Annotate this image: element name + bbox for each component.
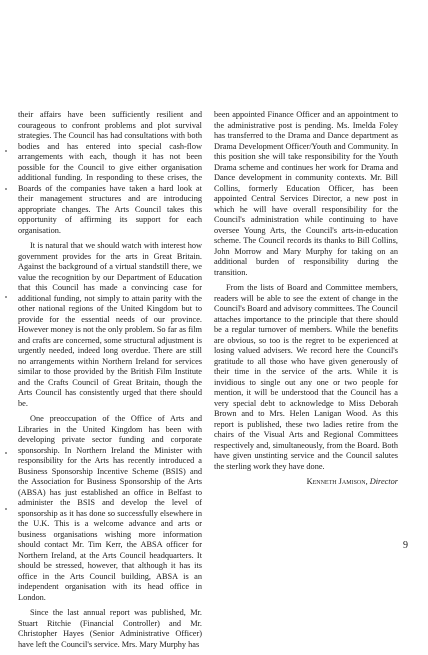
paragraph: their affairs have been sufficiently resilient and courageous to confront problems and plot survival strategies. The Council has had consultations with both bodies and has entered into special cash-flow arrangements with each, though it has not been possible for the Council to give either organisation additional funding. In responding to these crises, the Boards of the companies have taken a hard look at their management structures and are introducing appropriate changes. The Arts Council takes this opportunity of affirming its support for each organisation. [18, 110, 202, 235]
page-number: 9 [403, 540, 408, 551]
paragraph: been appointed Finance Officer and an appointment to the administrative post is pending. Ms. Imelda Foley has transferred to the Drama and Dance department as Drama Development Officer/Youth and Community. In this position she will take responsibility for the Youth Drama scheme and continues her work for Drama and Dance development in community contexts. Mr. Bill Collins, formerly Education Officer, has been appointed Central Services Director, a new post in which he will have overall responsibility for the Council's administration while continuing to have oversee Young Arts, the Council's arts-in-education scheme. The Council records its thanks to Bill Collins, John Morrow and Mary Murphy for taking on an additional burden of responsibility during the transition. [214, 110, 398, 277]
paragraph: One preoccupation of the Office of Arts and Libraries in the United Kingdom has been with developing private sector funding and corporate sponsorship. In Northern Ireland the Minister with responsibility for the Arts has recently introduced a Business Sponsorship Incentive Scheme (BSIS) and the Association for Business Sponsorship of the Arts (ABSA) has just established an office in Belfast to administer the BSIS and develop the level of sponsorship as it has done so successfully elsewhere in the U.K. This is a welcome advance and arts or business organisations wishing more information should contact Mr. Tim Kerr, the ABSA officer for Northern Ireland, at the Arts Council headquarters. It should be stressed, however, that although it has its office in the Arts Council building, ABSA is an independent organisation with its head office in London. [18, 414, 202, 602]
margin-mark [5, 150, 7, 152]
signature-name: Kenneth Jamison, [306, 477, 368, 486]
paragraph: From the lists of Board and Committee members, readers will be able to see the extent of change in the Council's Board and advisory committees. The Council attaches importance to the principle that there should be a regular turnover of members. While the benefits are obvious, so too is the regret to be experienced at losing valued advisers. We record here the Council's gratitude to all those who have given generously of their time in the service of the arts. While it is invidious to single out any one or two people for mention, it will be understood that the Council has a very special debt to acknowledge to Miss Deborah Brown and to Mrs. Helen Lanigan Wood. As this report is published, these two ladies retire from the chairs of the Visual Arts and Regional Committees respectively and, simultaneously, from the Board. Both have given unstinting service and the Council salutes the sterling work they have done. [214, 283, 398, 471]
margin-mark [5, 452, 7, 454]
margin-mark [5, 296, 7, 298]
right-column [214, 110, 398, 488]
margin-mark [5, 508, 7, 510]
paragraph: Since the last annual report was published, Mr. Stuart Ritchie (Financial Controller) and Mr. Christopher Hayes (Senior Administrative Officer) have left the Council's service. Mrs. Mary Murphy has [18, 608, 202, 649]
left-column [18, 110, 202, 655]
signature [214, 477, 398, 488]
margin-mark [5, 188, 7, 190]
signature-role: Director [369, 477, 398, 486]
paragraph: It is natural that we should watch with interest how government provides for the arts in Great Britain. Against the background of a virtual standstill there, we value the recognition by our Department of Education that this Council has made a convincing case for additional funding, not simply to attain parity with the other national regions of the United Kingdom but to provide for the essential needs of our province. However money is not the only problem. So far as film and crafts are concerned, some structural adjustment is urgently needed, indeed long overdue. There are still no arrangements within Northern Ireland for services similar to those provided by the British Film Institute and the Crafts Council of Great Britain, though the Arts Council has consistently urged that there should be. [18, 241, 202, 408]
